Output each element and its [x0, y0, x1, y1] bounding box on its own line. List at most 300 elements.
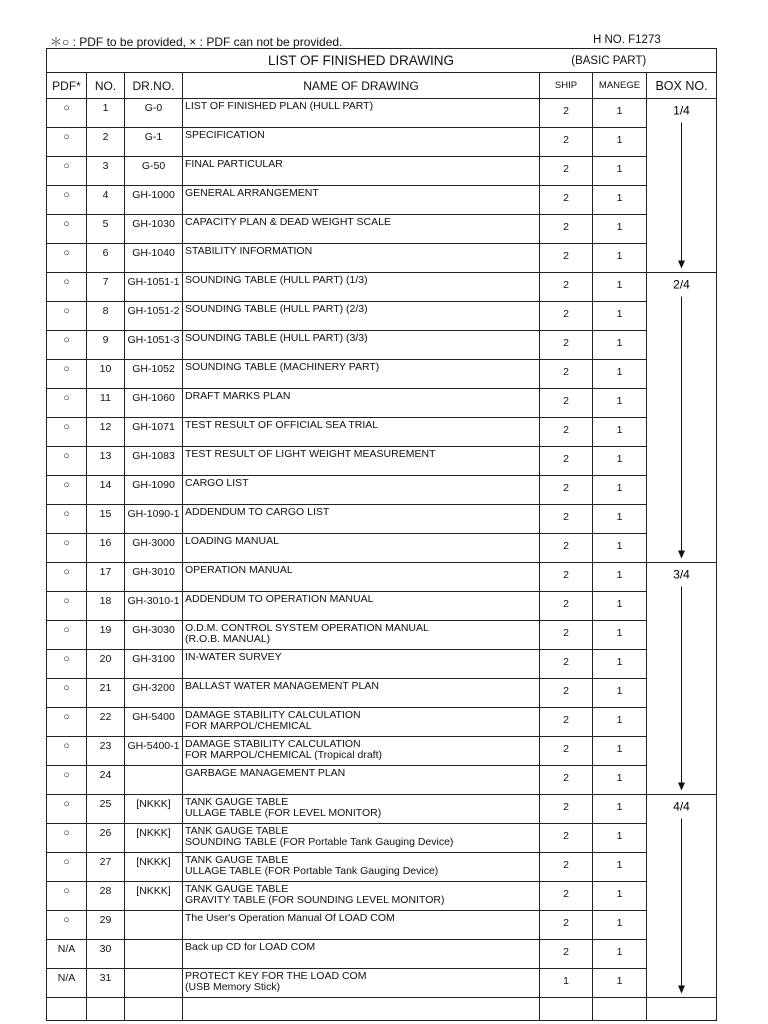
drawing-name-line2: ULLAGE TABLE (FOR LEVEL MONITOR) — [185, 807, 382, 819]
table-row — [47, 389, 717, 418]
ship-cell: 2 — [540, 853, 593, 882]
pdf-cell: ○ — [47, 418, 87, 447]
box-cell — [647, 99, 717, 128]
manege-cell: 1 — [593, 795, 647, 824]
pdf-cell: ○ — [47, 853, 87, 882]
pdf-cell: ○ — [47, 505, 87, 534]
box-cell — [647, 186, 717, 215]
empty-row — [47, 998, 717, 1021]
name-cell — [183, 476, 540, 505]
pdf-cell: ○ — [47, 795, 87, 824]
drawing-name: Back up CD for LOAD COM — [185, 941, 316, 953]
manege-cell: 1 — [593, 708, 647, 737]
drno-cell: GH-1083 — [125, 447, 183, 476]
no-cell: 23 — [87, 737, 125, 766]
name-cell — [183, 360, 540, 389]
manege-cell: 1 — [593, 186, 647, 215]
drawing-name: STABILITY INFORMATION — [185, 245, 313, 257]
table-row — [47, 737, 717, 766]
name-cell — [183, 969, 540, 998]
pdf-cell: ○ — [47, 331, 87, 360]
manege-cell: 1 — [593, 476, 647, 505]
table-row — [47, 824, 717, 853]
drawing-name: TEST RESULT OF LIGHT WEIGHT MEASUREMENT — [185, 448, 436, 460]
ship-cell: 2 — [540, 911, 593, 940]
box-cell — [647, 505, 717, 534]
pdf-cell: N/A — [47, 969, 87, 998]
table-row — [47, 563, 717, 592]
col-header-no: NO. — [87, 73, 125, 99]
manege-cell: 1 — [593, 215, 647, 244]
drno-cell: GH-1051-1 — [125, 273, 183, 302]
manege-cell: 1 — [593, 360, 647, 389]
ship-cell: 2 — [540, 824, 593, 853]
ship-cell: 2 — [540, 244, 593, 273]
col-header-pdf: PDF* — [47, 73, 87, 99]
drno-cell: GH-5400 — [125, 708, 183, 737]
no-cell: 19 — [87, 621, 125, 650]
manege-cell: 1 — [593, 302, 647, 331]
drawing-name-line2: SOUNDING TABLE (FOR Portable Tank Gauging Device) — [185, 836, 454, 848]
drno-cell — [125, 911, 183, 940]
pdf-cell: ○ — [47, 273, 87, 302]
drawing-name: SOUNDING TABLE (HULL PART) (3/3) — [185, 332, 368, 344]
ship-cell: 1 — [540, 969, 593, 998]
drawing-name-line2: (USB Memory Stick) — [185, 981, 281, 993]
ship-cell: 2 — [540, 215, 593, 244]
ship-cell: 2 — [540, 650, 593, 679]
name-cell — [183, 331, 540, 360]
name-cell — [183, 447, 540, 476]
manege-cell: 1 — [593, 679, 647, 708]
drno-cell: GH-1060 — [125, 389, 183, 418]
drawing-name: SOUNDING TABLE (MACHINERY PART) — [185, 361, 380, 373]
drawing-name: ADDENDUM TO OPERATION MANUAL — [185, 593, 374, 605]
ship-cell: 2 — [540, 708, 593, 737]
drawing-name: TANK GAUGE TABLE — [185, 854, 289, 866]
box-cell — [647, 244, 717, 273]
manege-cell: 1 — [593, 911, 647, 940]
table-title: LIST OF FINISHED DRAWING — [183, 49, 540, 73]
empty-cell — [87, 998, 125, 1021]
drno-cell: [NKKK] — [125, 795, 183, 824]
manege-cell: 1 — [593, 534, 647, 563]
drawing-name: DAMAGE STABILITY CALCULATION — [185, 709, 361, 721]
drawing-name: IN-WATER SURVEY — [185, 651, 282, 663]
pdf-cell: ○ — [47, 766, 87, 795]
no-cell: 22 — [87, 708, 125, 737]
manege-cell: 1 — [593, 940, 647, 969]
box-cell — [647, 592, 717, 621]
ship-cell: 2 — [540, 476, 593, 505]
box-cell — [647, 737, 717, 766]
manege-cell: 1 — [593, 882, 647, 911]
drawing-name: DRAFT MARKS PLAN — [185, 390, 291, 402]
table-row — [47, 882, 717, 911]
ship-cell: 2 — [540, 157, 593, 186]
title-row — [47, 49, 717, 73]
ship-cell: 2 — [540, 563, 593, 592]
no-cell: 21 — [87, 679, 125, 708]
empty-cell — [647, 998, 717, 1021]
box-cell — [647, 302, 717, 331]
name-cell — [183, 795, 540, 824]
drawing-name: SOUNDING TABLE (HULL PART) (1/3) — [185, 274, 368, 286]
name-cell — [183, 505, 540, 534]
table-row — [47, 679, 717, 708]
box-cell — [647, 476, 717, 505]
box-cell — [647, 679, 717, 708]
name-cell — [183, 650, 540, 679]
ship-cell: 2 — [540, 766, 593, 795]
manege-cell: 1 — [593, 621, 647, 650]
drno-cell: GH-3030 — [125, 621, 183, 650]
box-cell — [647, 273, 717, 302]
name-cell — [183, 157, 540, 186]
no-cell: 25 — [87, 795, 125, 824]
no-cell: 20 — [87, 650, 125, 679]
header-row — [47, 73, 717, 99]
no-cell: 11 — [87, 389, 125, 418]
ship-cell: 2 — [540, 679, 593, 708]
drno-cell: GH-5400-1 — [125, 737, 183, 766]
ship-cell: 2 — [540, 389, 593, 418]
manege-cell: 1 — [593, 447, 647, 476]
drawing-name: GENERAL ARRANGEMENT — [185, 187, 319, 199]
empty-cell — [183, 998, 540, 1021]
box-cell — [647, 911, 717, 940]
box-cell — [647, 215, 717, 244]
name-cell — [183, 940, 540, 969]
no-cell: 9 — [87, 331, 125, 360]
no-cell: 6 — [87, 244, 125, 273]
table-row — [47, 795, 717, 824]
table-row — [47, 273, 717, 302]
drno-cell: G-1 — [125, 128, 183, 157]
no-cell: 1 — [87, 99, 125, 128]
table-row — [47, 911, 717, 940]
table-row — [47, 128, 717, 157]
table-row — [47, 99, 717, 128]
ship-cell: 2 — [540, 273, 593, 302]
table-row — [47, 302, 717, 331]
no-cell: 31 — [87, 969, 125, 998]
pdf-cell: ○ — [47, 534, 87, 563]
manege-cell: 1 — [593, 273, 647, 302]
table-row — [47, 244, 717, 273]
drawing-name: SOUNDING TABLE (HULL PART) (2/3) — [185, 303, 368, 315]
manege-cell: 1 — [593, 853, 647, 882]
manege-cell: 1 — [593, 824, 647, 853]
no-cell: 5 — [87, 215, 125, 244]
ship-cell: 2 — [540, 99, 593, 128]
manege-cell: 1 — [593, 737, 647, 766]
drawing-name: GARBAGE MANAGEMENT PLAN — [185, 767, 346, 779]
drawing-name: ADDENDUM TO CARGO LIST — [185, 506, 330, 518]
no-cell: 17 — [87, 563, 125, 592]
no-cell: 24 — [87, 766, 125, 795]
drawing-name: FINAL PARTICULAR — [185, 158, 283, 170]
ship-cell: 2 — [540, 940, 593, 969]
drawing-name: The User's Operation Manual Of LOAD COM — [185, 912, 395, 924]
manege-cell: 1 — [593, 389, 647, 418]
drno-cell: GH-1051-2 — [125, 302, 183, 331]
ship-cell: 2 — [540, 621, 593, 650]
manege-cell: 1 — [593, 418, 647, 447]
box-cell — [647, 157, 717, 186]
pdf-cell: ○ — [47, 824, 87, 853]
table-row — [47, 853, 717, 882]
drawing-name: O.D.M. CONTROL SYSTEM OPERATION MANUAL — [185, 622, 429, 634]
drawing-name: BALLAST WATER MANAGEMENT PLAN — [185, 680, 379, 692]
drno-cell: GH-3010 — [125, 563, 183, 592]
pdf-cell: ○ — [47, 186, 87, 215]
name-cell — [183, 186, 540, 215]
table-row — [47, 650, 717, 679]
ship-cell: 2 — [540, 505, 593, 534]
no-cell: 3 — [87, 157, 125, 186]
box-cell — [647, 795, 717, 824]
drawing-name: TEST RESULT OF OFFICIAL SEA TRIAL — [185, 419, 379, 431]
pdf-cell: ○ — [47, 911, 87, 940]
pdf-cell: ○ — [47, 244, 87, 273]
drno-cell: GH-3000 — [125, 534, 183, 563]
table-row — [47, 505, 717, 534]
drawing-name-line2: GRAVITY TABLE (FOR SOUNDING LEVEL MONITOR) — [185, 894, 445, 906]
table-row — [47, 708, 717, 737]
drno-cell: GH-1090 — [125, 476, 183, 505]
pdf-cell: ○ — [47, 476, 87, 505]
name-cell — [183, 418, 540, 447]
ship-cell: 2 — [540, 302, 593, 331]
drno-cell: GH-1040 — [125, 244, 183, 273]
box-cell — [647, 824, 717, 853]
empty-cell — [125, 998, 183, 1021]
ship-cell: 2 — [540, 592, 593, 621]
table-subtitle: (BASIC PART) — [540, 49, 717, 73]
name-cell — [183, 128, 540, 157]
no-cell: 7 — [87, 273, 125, 302]
name-cell — [183, 99, 540, 128]
name-cell — [183, 215, 540, 244]
manege-cell: 1 — [593, 650, 647, 679]
manege-cell: 1 — [593, 969, 647, 998]
manege-cell: 1 — [593, 331, 647, 360]
no-cell: 26 — [87, 824, 125, 853]
drawing-name: LOADING MANUAL — [185, 535, 279, 547]
manege-cell: 1 — [593, 505, 647, 534]
drno-cell: GH-3100 — [125, 650, 183, 679]
ship-cell: 2 — [540, 360, 593, 389]
ship-cell: 2 — [540, 447, 593, 476]
pdf-cell: ○ — [47, 128, 87, 157]
drawing-name-line2: FOR MARPOL/CHEMICAL (Tropical draft) — [185, 749, 383, 761]
table-row — [47, 534, 717, 563]
pdf-cell: ○ — [47, 592, 87, 621]
manege-cell: 1 — [593, 592, 647, 621]
name-cell — [183, 302, 540, 331]
table-row — [47, 766, 717, 795]
no-cell: 30 — [87, 940, 125, 969]
drno-cell: G-0 — [125, 99, 183, 128]
drawing-name: DAMAGE STABILITY CALCULATION — [185, 738, 361, 750]
pdf-cell: N/A — [47, 940, 87, 969]
box-cell — [647, 128, 717, 157]
table-row — [47, 186, 717, 215]
no-cell: 8 — [87, 302, 125, 331]
pdf-cell: ○ — [47, 157, 87, 186]
name-cell — [183, 621, 540, 650]
name-cell — [183, 766, 540, 795]
table-row — [47, 157, 717, 186]
pdf-cell: ○ — [47, 389, 87, 418]
hull-number: H NO. F1273 — [593, 34, 661, 46]
drno-cell: GH-1030 — [125, 215, 183, 244]
pdf-cell: ○ — [47, 99, 87, 128]
ship-cell: 2 — [540, 331, 593, 360]
drno-cell: [NKKK] — [125, 853, 183, 882]
pdf-cell: ○ — [47, 708, 87, 737]
manege-cell: 1 — [593, 563, 647, 592]
pdf-cell: ○ — [47, 882, 87, 911]
col-header-ship: SHIP — [540, 73, 593, 99]
drawing-name-line2: FOR MARPOL/CHEMICAL — [185, 720, 312, 732]
drno-cell — [125, 766, 183, 795]
box-cell — [647, 360, 717, 389]
box-label: 3/4 — [673, 567, 690, 582]
pdf-cell: ○ — [47, 360, 87, 389]
drawing-name: TANK GAUGE TABLE — [185, 796, 289, 808]
drawing-name: TANK GAUGE TABLE — [185, 883, 289, 895]
drno-cell: GH-1052 — [125, 360, 183, 389]
box-cell — [647, 389, 717, 418]
pdf-legend-note: ＊○ : PDF to be provided, × : PDF can not be provided. — [50, 35, 343, 49]
box-cell — [647, 331, 717, 360]
col-header-box: BOX NO. — [647, 73, 717, 99]
table-row — [47, 331, 717, 360]
name-cell — [183, 563, 540, 592]
drno-cell: GH-3010-1 — [125, 592, 183, 621]
drawing-list-table — [46, 48, 717, 1021]
drno-cell: [NKKK] — [125, 882, 183, 911]
ship-cell: 2 — [540, 186, 593, 215]
box-cell — [647, 650, 717, 679]
table-row — [47, 621, 717, 650]
pdf-cell: ○ — [47, 621, 87, 650]
manege-cell: 1 — [593, 99, 647, 128]
pdf-cell: ○ — [47, 737, 87, 766]
box-cell — [647, 621, 717, 650]
col-header-drno: DR.NO. — [125, 73, 183, 99]
box-cell — [647, 447, 717, 476]
no-cell: 28 — [87, 882, 125, 911]
empty-cell — [47, 998, 87, 1021]
box-cell — [647, 563, 717, 592]
name-cell — [183, 273, 540, 302]
table-row — [47, 418, 717, 447]
drno-cell: G-50 — [125, 157, 183, 186]
no-cell: 12 — [87, 418, 125, 447]
drno-cell: GH-3200 — [125, 679, 183, 708]
box-cell — [647, 534, 717, 563]
ship-cell: 2 — [540, 418, 593, 447]
drawing-name-line2: (R.O.B. MANUAL) — [185, 633, 271, 645]
table-row — [47, 447, 717, 476]
drno-cell: GH-1071 — [125, 418, 183, 447]
manege-cell: 1 — [593, 766, 647, 795]
box-cell — [647, 969, 717, 998]
box-cell — [647, 853, 717, 882]
drno-cell: GH-1000 — [125, 186, 183, 215]
ship-cell: 2 — [540, 128, 593, 157]
drawing-name: PROTECT KEY FOR THE LOAD COM — [185, 970, 367, 982]
name-cell — [183, 534, 540, 563]
ship-cell: 2 — [540, 534, 593, 563]
drawing-name-line2: ULLAGE TABLE (FOR Portable Tank Gauging Device) — [185, 865, 439, 877]
drawing-name: LIST OF FINISHED PLAN (HULL PART) — [185, 100, 374, 112]
table-row — [47, 360, 717, 389]
box-label: 2/4 — [673, 277, 690, 292]
pdf-cell: ○ — [47, 650, 87, 679]
manege-cell: 1 — [593, 128, 647, 157]
no-cell: 18 — [87, 592, 125, 621]
no-cell: 29 — [87, 911, 125, 940]
box-cell — [647, 940, 717, 969]
ship-cell: 2 — [540, 795, 593, 824]
no-cell: 2 — [87, 128, 125, 157]
name-cell — [183, 708, 540, 737]
no-cell: 27 — [87, 853, 125, 882]
ship-cell: 2 — [540, 737, 593, 766]
box-cell — [647, 766, 717, 795]
drawing-name: CAPACITY PLAN & DEAD WEIGHT SCALE — [185, 216, 391, 228]
drawing-name: CARGO LIST — [185, 477, 249, 489]
table-row — [47, 969, 717, 998]
pdf-cell: ○ — [47, 679, 87, 708]
manege-cell: 1 — [593, 157, 647, 186]
ship-cell: 2 — [540, 882, 593, 911]
manege-cell: 1 — [593, 244, 647, 273]
name-cell — [183, 853, 540, 882]
drawing-name: OPERATION MANUAL — [185, 564, 293, 576]
no-cell: 14 — [87, 476, 125, 505]
box-cell — [647, 418, 717, 447]
drawing-name: SPECIFICATION — [185, 129, 265, 141]
table-row — [47, 476, 717, 505]
name-cell — [183, 244, 540, 273]
table-row — [47, 592, 717, 621]
box-label: 1/4 — [673, 103, 690, 118]
col-header-name: NAME OF DRAWING — [183, 73, 540, 99]
name-cell — [183, 679, 540, 708]
drno-cell — [125, 969, 183, 998]
name-cell — [183, 911, 540, 940]
name-cell — [183, 592, 540, 621]
box-cell — [647, 708, 717, 737]
box-label: 4/4 — [673, 799, 690, 814]
pdf-cell: ○ — [47, 563, 87, 592]
pdf-cell: ○ — [47, 302, 87, 331]
drno-cell: [NKKK] — [125, 824, 183, 853]
name-cell — [183, 389, 540, 418]
pdf-cell: ○ — [47, 215, 87, 244]
table-row — [47, 940, 717, 969]
box-cell — [647, 882, 717, 911]
drawing-name: TANK GAUGE TABLE — [185, 825, 289, 837]
no-cell: 16 — [87, 534, 125, 563]
name-cell — [183, 737, 540, 766]
no-cell: 10 — [87, 360, 125, 389]
